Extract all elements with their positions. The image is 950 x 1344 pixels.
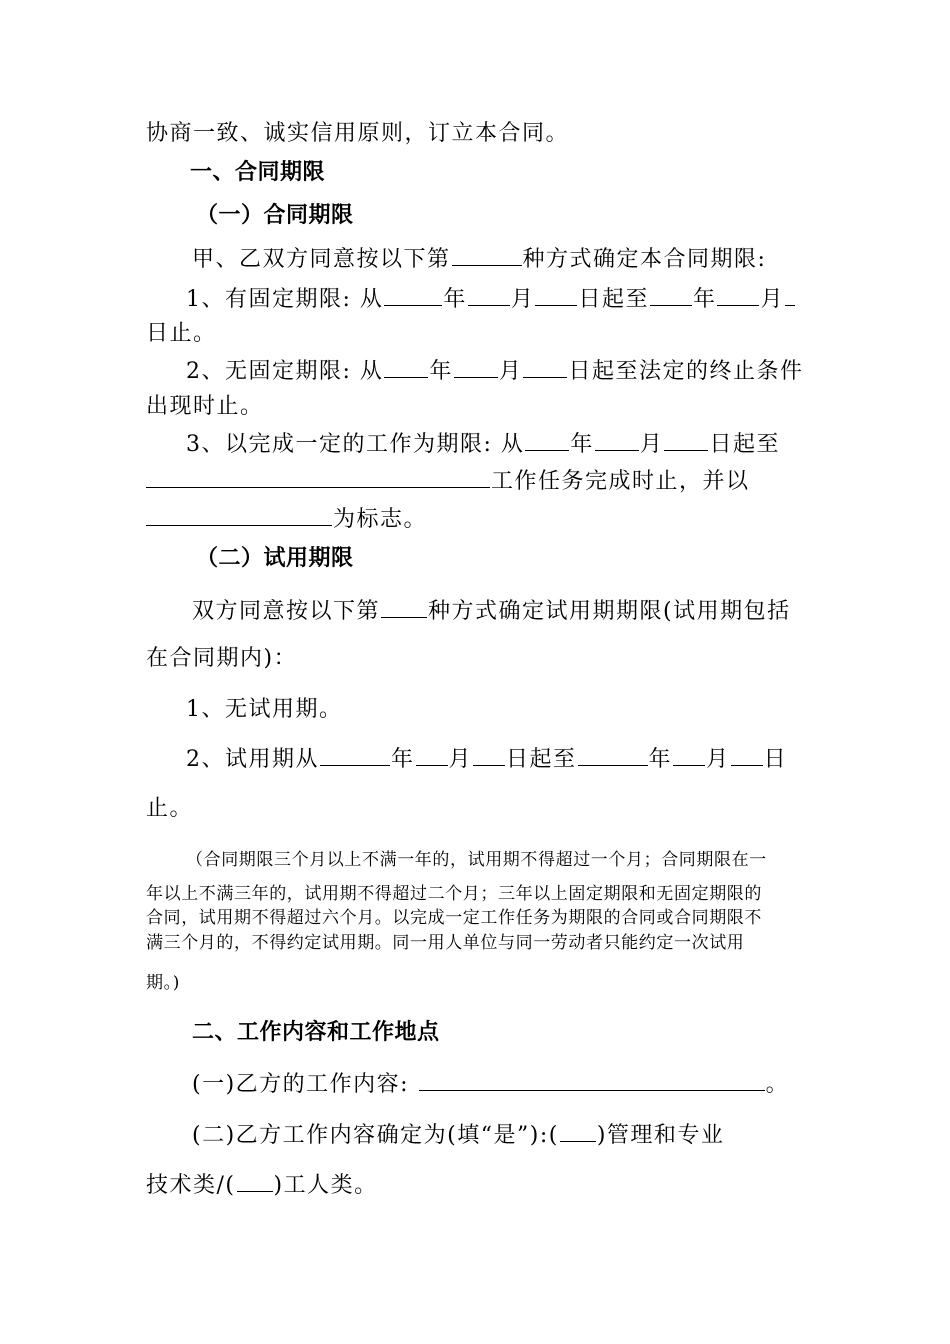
worker-type-blank[interactable] [237, 1171, 273, 1192]
probation-option-2: 2、试用期从 年 月 日起至 年 月 日 [186, 747, 788, 772]
fixed-term-tail: 日止。 [146, 321, 217, 346]
probation-lead-tail: 在合同期内)： [146, 646, 298, 671]
open-term-option: 2、无固定期限: 从 年 月 日起至法定的终止条件 [186, 359, 804, 384]
probation-start-month-blank[interactable] [416, 745, 448, 766]
probation-note-line-2: 年以上不满三年的，试用期不得超过二个月；三年以上固定期限和无固定期限的 [146, 884, 762, 904]
probation-start-year-blank[interactable] [320, 745, 390, 766]
section1-heading: 一、合同期限 [190, 160, 326, 185]
work-content-blank[interactable] [419, 1070, 765, 1091]
probation-start-day-blank[interactable] [473, 745, 505, 766]
probation-end-year-blank[interactable] [578, 745, 648, 766]
probation-note-line-1: （合同期限三个月以上不满一年的，试用期不得超过一个月；合同期限在一 [186, 850, 767, 870]
probation-option-1: 1、无试用期。 [186, 697, 343, 722]
section1-sub2-heading: （二）试用期限 [196, 546, 354, 571]
probation-note-line-5: 期。) [146, 973, 180, 993]
task-start-day-blank[interactable] [664, 430, 708, 451]
probation-option-2-tail: 止。 [146, 796, 194, 821]
term-type-blank[interactable] [452, 245, 522, 266]
fixed-start-month-blank[interactable] [468, 285, 510, 306]
fixed-start-year-blank[interactable] [384, 285, 442, 306]
open-term-tail: 出现时止。 [146, 394, 264, 419]
fixed-start-day-blank[interactable] [535, 285, 577, 306]
work-content-item: (一)乙方的工作内容: 。 [192, 1072, 790, 1097]
probation-note-line-3: 合同，试用期不得超过六个月。以完成一定工作任务为期限的合同或合同期限不 [146, 908, 762, 928]
task-term-line3: 为标志。 [146, 505, 427, 533]
task-term-line2: 工作任务完成时止，并以 [146, 467, 750, 495]
open-start-day-blank[interactable] [523, 357, 567, 378]
probation-end-day-blank[interactable] [731, 745, 763, 766]
task-description-blank[interactable] [146, 467, 490, 488]
section1-sub1-heading: （一）合同期限 [196, 203, 354, 228]
fixed-end-month-blank[interactable] [717, 285, 759, 306]
open-start-year-blank[interactable] [384, 357, 428, 378]
fixed-end-day-blank[interactable] [785, 285, 795, 306]
task-marker-blank[interactable] [146, 505, 332, 526]
probation-note-line-4: 满三个月的，不得约定试用期。同一用人单位与同一劳动者只能约定一次试用 [146, 933, 745, 953]
task-start-year-blank[interactable] [525, 430, 569, 451]
section2-heading: 二、工作内容和工作地点 [192, 1020, 440, 1045]
task-term-option: 3、以完成一定的工作为期限: 从 年 月 日起至 [186, 432, 780, 457]
probation-type-blank[interactable] [381, 597, 427, 618]
contract-term-lead: 甲、乙双方同意按以下第 种方式确定本合同期限: [192, 247, 767, 272]
work-type-item-tail: 技术类/( )工人类。 [146, 1173, 378, 1198]
task-start-month-blank[interactable] [595, 430, 639, 451]
fixed-end-year-blank[interactable] [650, 285, 692, 306]
probation-end-month-blank[interactable] [673, 745, 705, 766]
work-type-item: (二)乙方工作内容确定为(填“是”):( )管理和专业 [192, 1123, 725, 1148]
open-start-month-blank[interactable] [454, 357, 498, 378]
management-type-blank[interactable] [560, 1121, 596, 1142]
fixed-term-option: 1、有固定期限: 从 年 月 日起至 年 月 [186, 285, 796, 313]
intro-tail: 协商一致、诚实信用原则，订立本合同。 [146, 121, 570, 146]
probation-lead: 双方同意按以下第 种方式确定试用期期限(试用期包括 [192, 599, 791, 624]
